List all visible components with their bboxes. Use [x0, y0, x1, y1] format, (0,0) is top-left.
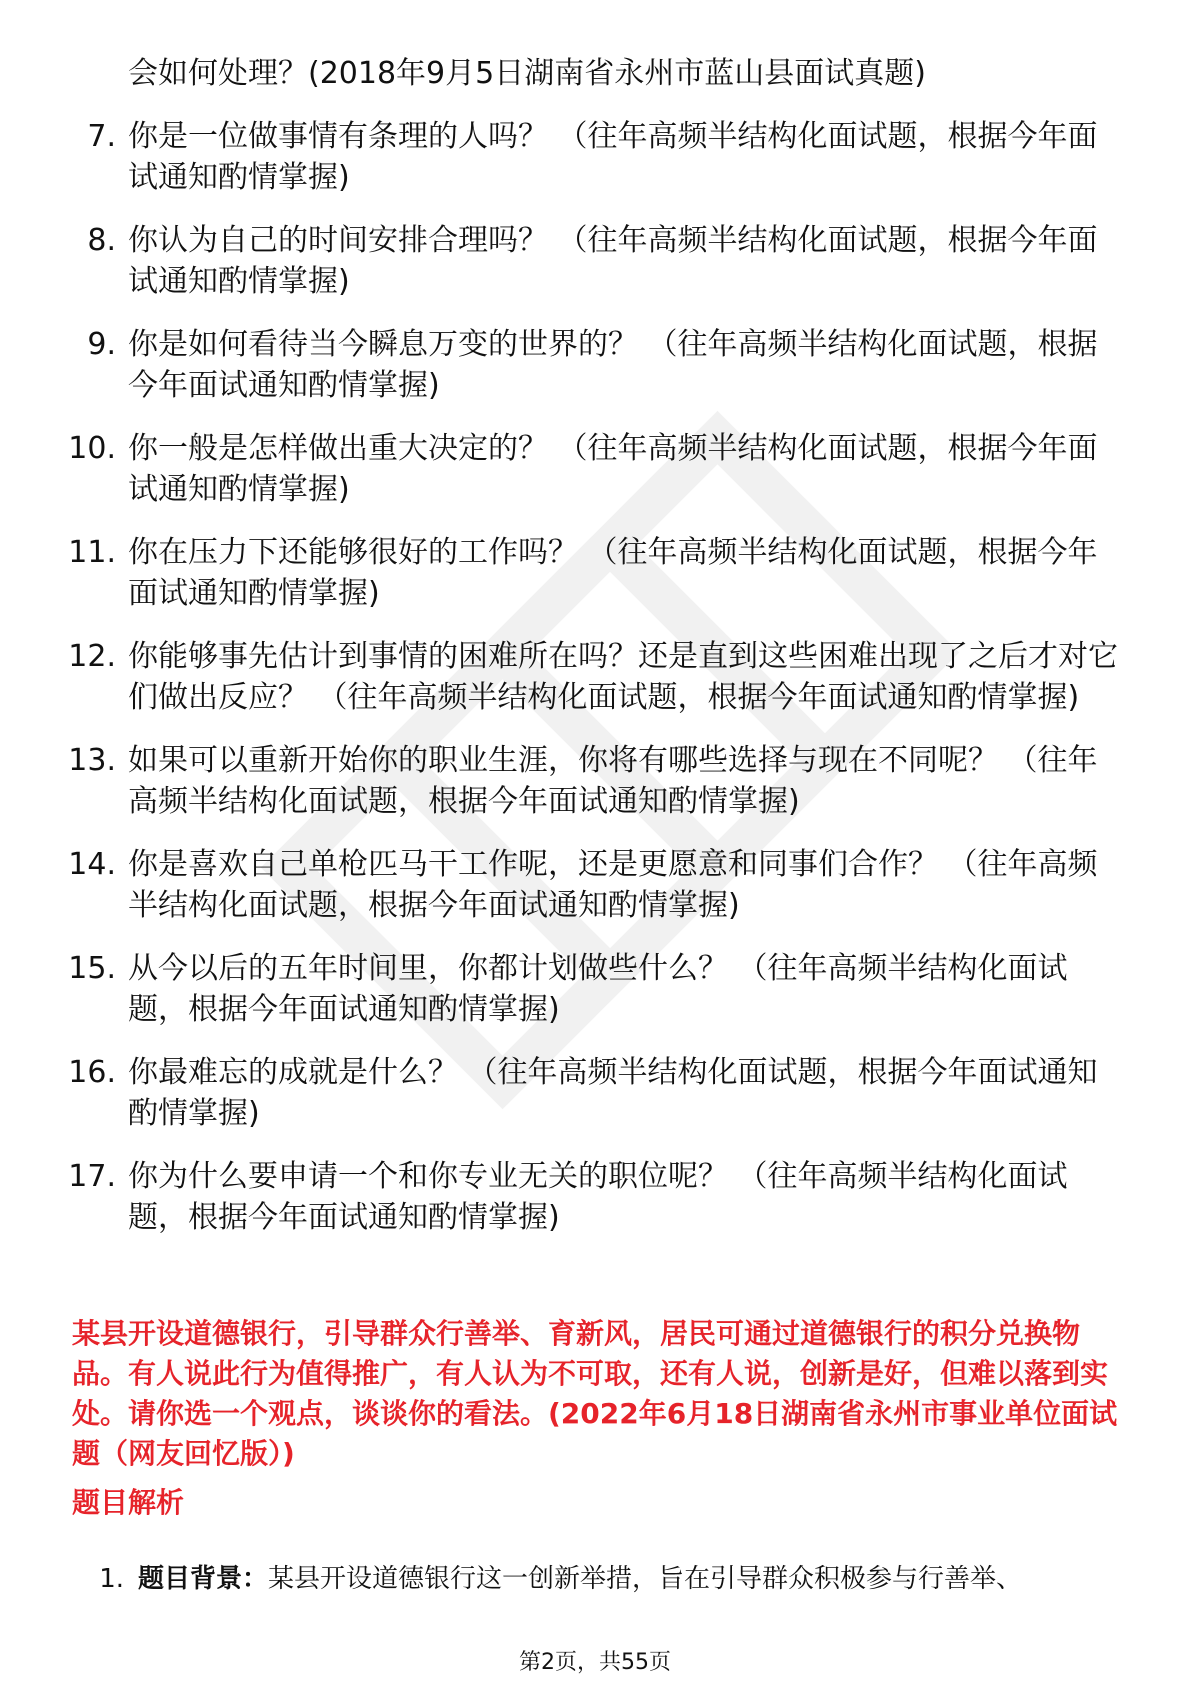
background-item-number: 1.: [99, 1564, 124, 1594]
background-item: [72, 1560, 1132, 1598]
question-text: 你能够事先估计到事情的困难所在吗？还是直到这些困难出现了之后才对它们做出反应？ （往年高频半结构化面试题，根据今年面试通知酌情掌握): [128, 639, 1118, 715]
question-item: [0, 220, 1118, 302]
question-text: 你是一位做事情有条理的人吗？ （往年高频半结构化面试题，根据今年面试通知酌情掌握): [128, 119, 1098, 195]
question-number: 17.: [68, 1159, 116, 1194]
lead-continuation-text: 会如何处理？(2018年9月5日湖南省永州市蓝山县面试真题): [128, 56, 926, 91]
question-number: 13.: [68, 743, 116, 778]
question-number: 12.: [68, 639, 116, 674]
question-item: [0, 1156, 1118, 1238]
background-item-label: 题目背景：: [138, 1564, 269, 1594]
question-text: 如果可以重新开始你的职业生涯，你将有哪些选择与现在不同呢？ （往年高频半结构化面试题，根据今年面试通知酌情掌握): [128, 743, 1098, 819]
question-item: [0, 532, 1118, 614]
question-item: [0, 1052, 1118, 1134]
question-number: 15.: [68, 951, 116, 986]
question-item: [0, 428, 1118, 510]
question-text: 你一般是怎样做出重大决定的？ （往年高频半结构化面试题，根据今年面试通知酌情掌握): [128, 431, 1098, 507]
question-item: [0, 740, 1118, 822]
question-text: 你是如何看待当今瞬息万变的世界的？ （往年高频半结构化面试题，根据今年面试通知酌情掌握): [128, 327, 1098, 403]
question-number: 16.: [68, 1055, 116, 1090]
question-text: 你最难忘的成就是什么？ （往年高频半结构化面试题，根据今年面试通知酌情掌握): [128, 1055, 1098, 1131]
question-text: 从今以后的五年时间里，你都计划做些什么？ （往年高频半结构化面试题，根据今年面试通知酌情掌握): [128, 951, 1068, 1027]
question-number: 14.: [68, 847, 116, 882]
question-text: 你是喜欢自己单枪匹马干工作呢，还是更愿意和同事们合作？ （往年高频半结构化面试题，根据今年面试通知酌情掌握): [128, 847, 1098, 923]
question-text: 你在压力下还能够很好的工作吗？ （往年高频半结构化面试题，根据今年面试通知酌情掌握): [128, 535, 1098, 611]
page-footer: 第2页，共55页: [519, 1650, 671, 1675]
analysis-heading: 题目解析: [72, 1486, 185, 1519]
question-item: [0, 948, 1118, 1030]
question-number: 9.: [87, 327, 116, 362]
question-list: [0, 116, 1190, 1260]
background-item-text: 某县开设道德银行这一创新举措，旨在引导群众积极参与行善举、: [268, 1564, 1023, 1594]
question-number: 11.: [68, 535, 116, 570]
question-item: [0, 116, 1118, 198]
question-text: 你为什么要申请一个和你专业无关的职位呢？ （往年高频半结构化面试题，根据今年面试通知酌情掌握): [128, 1159, 1068, 1235]
question-item: [0, 636, 1118, 718]
question-text: 你认为自己的时间安排合理吗？ （往年高频半结构化面试题，根据今年面试通知酌情掌握): [128, 223, 1098, 299]
highlighted-question: 某县开设道德银行，引导群众行善举、育新风，居民可通过道德银行的积分兑换物品。有人说此行为值得推广，有人认为不可取，还有人说，创新是好，但难以落到实处。请你选一个观点，谈谈你的看法。(2022年6月18日湖南省永州市事业单位面试题（网友回忆版）): [72, 1317, 1118, 1470]
question-number: 7.: [87, 119, 116, 154]
question-number: 8.: [87, 223, 116, 258]
question-number: 10.: [68, 431, 116, 466]
question-item: [0, 844, 1118, 926]
question-item: [0, 324, 1118, 406]
